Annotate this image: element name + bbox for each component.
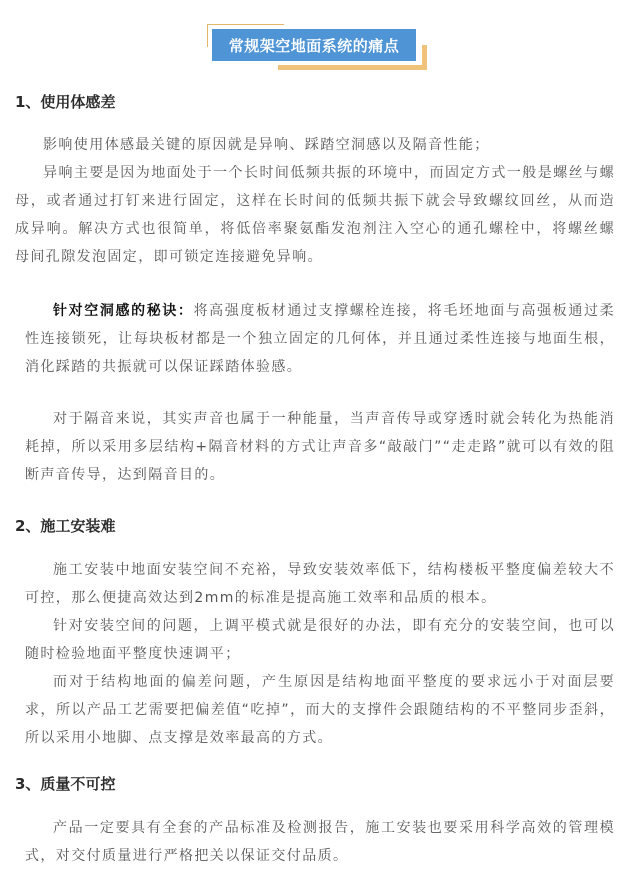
paragraph-sec3-1: 产品一定要具有全套的产品标准及检测报告，施工安装也要采用科学高效的管理模式，对交付质量进行严格把关以保证交付品质。 bbox=[25, 820, 615, 864]
paragraph-sound-insulation: 对于隔音来说，其实声音也属于一种能量，当声音传导或穿透时就会转化为热能消耗掉，所以采用多层结构+隔音材料的方式让声音多“敲敲门”“走走路”就可以有效的阻断声音传导，达到隔音目的。 bbox=[25, 411, 615, 483]
hollow-tip-keyword: 针对空洞感的秘诀： bbox=[53, 303, 194, 319]
paragraph-sec2-3: 而对于结构地面的偏差问题，产生原因是结构地面平整度的要求远小于对面层要求，所以产品工艺需要把偏差值“吃掉”，而大的支撑件会跟随结构的不平整同步歪斜，所以采用小地脚、点支撑是效率最高的方式。 bbox=[25, 674, 615, 746]
paragraph-hollow-tip bbox=[25, 297, 615, 381]
paragraph-sec2-1: 施工安装中地面安装空间不充裕，导致安装效率低下，结构楼板平整度偏差较大不可控，那么便捷高效达到2mm的标准是提高施工效率和品质的根本。 bbox=[25, 562, 615, 606]
paragraph-sec1-1: 影响使用体感最关键的原因就是异响、踩踏空洞感以及隔音性能； bbox=[43, 137, 490, 153]
hollow-tip-text: 将高强度板材通过支撑螺栓连接，将毛坯地面与高强板通过柔性连接锁死，让每块板材都是一个独立固定的几何体，并且通过柔性连接与地面生根，消化踩踏的共振就可以保证踩踏体验感。 bbox=[25, 303, 615, 375]
page-title: 常规架空地面系统的痛点 bbox=[212, 29, 416, 61]
paragraph-sec1-2: 异响主要是因为地面处于一个长时间低频共振的环境中，而固定方式一般是螺丝与螺母，或者通过打钉来进行固定，这样在长时间的低频共振下就会导致螺纹回丝，从而造成异响。解决方式也很简单，将低倍率聚氨酯发泡剂注入空心的通孔螺栓中，将螺丝螺母间孔隙发泡固定，即可锁定连接避免异响。 bbox=[15, 165, 615, 265]
section-heading-1: 1、使用体感差 bbox=[15, 93, 116, 111]
section-heading-2: 2、施工安装难 bbox=[15, 517, 116, 535]
title-banner bbox=[207, 24, 427, 70]
section-heading-3: 3、质量不可控 bbox=[15, 775, 116, 793]
paragraph-sec2-2: 针对安装空间的问题，上调平模式就是很好的办法，即有充分的安装空间，也可以随时检验地面平整度快速调平； bbox=[25, 618, 615, 662]
